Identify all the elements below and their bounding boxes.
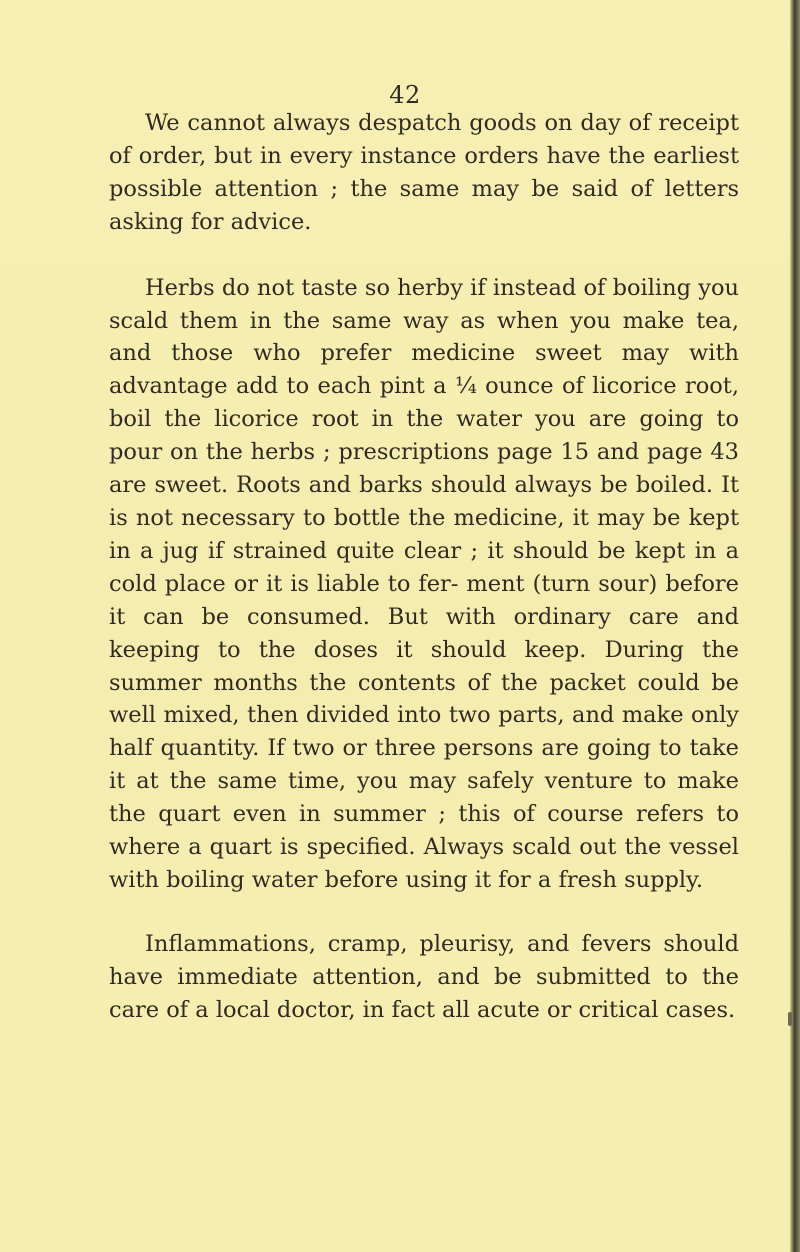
body-text	[109, 107, 739, 1027]
paragraph-herbs: Herbs do not taste so herby if instead of boiling you scald them in the same way as when you make tea, and those who prefer medicine sweet may with advantage add to each pint a ¼ ounce of licorice root, boil the licorice root in the water you are going to pour on the herbs ; prescriptions page 15 and page 43 are sweet. Roots and barks should always be boiled. It is not necessary to bottle the medicine, it may be kept in a jug if strained quite clear ; it should be kept in a cold place or it is liable to fer- ment (turn sour) before it can be consumed. But with ordinary care and keeping to the doses it should keep. During the summer months the contents of the packet could be well mixed, then divided into two parts, and make only half quantity. If two or three persons are going to take it at the same time, you may safely venture to make the quart even in summer ; this of course refers to where a quart is specified. Always scald out the vessel with boiling water before using it for a fresh supply.	[109, 274, 739, 893]
paragraph-despatch: We cannot always despatch goods on day of receipt of order, but in every instance orders have the earliest possible attention ; the same may be said of letters asking for advice.	[109, 110, 739, 235]
page-edge-mark	[788, 1012, 792, 1026]
page-number: 42	[389, 81, 421, 109]
paragraph-inflammations: Inflammations, cramp, pleurisy, and fevers should have immediate attention, and be submitted to the care of a local doctor, in fact all acute or critical cases.	[109, 930, 739, 1023]
page-edge-shadow	[790, 0, 800, 1252]
